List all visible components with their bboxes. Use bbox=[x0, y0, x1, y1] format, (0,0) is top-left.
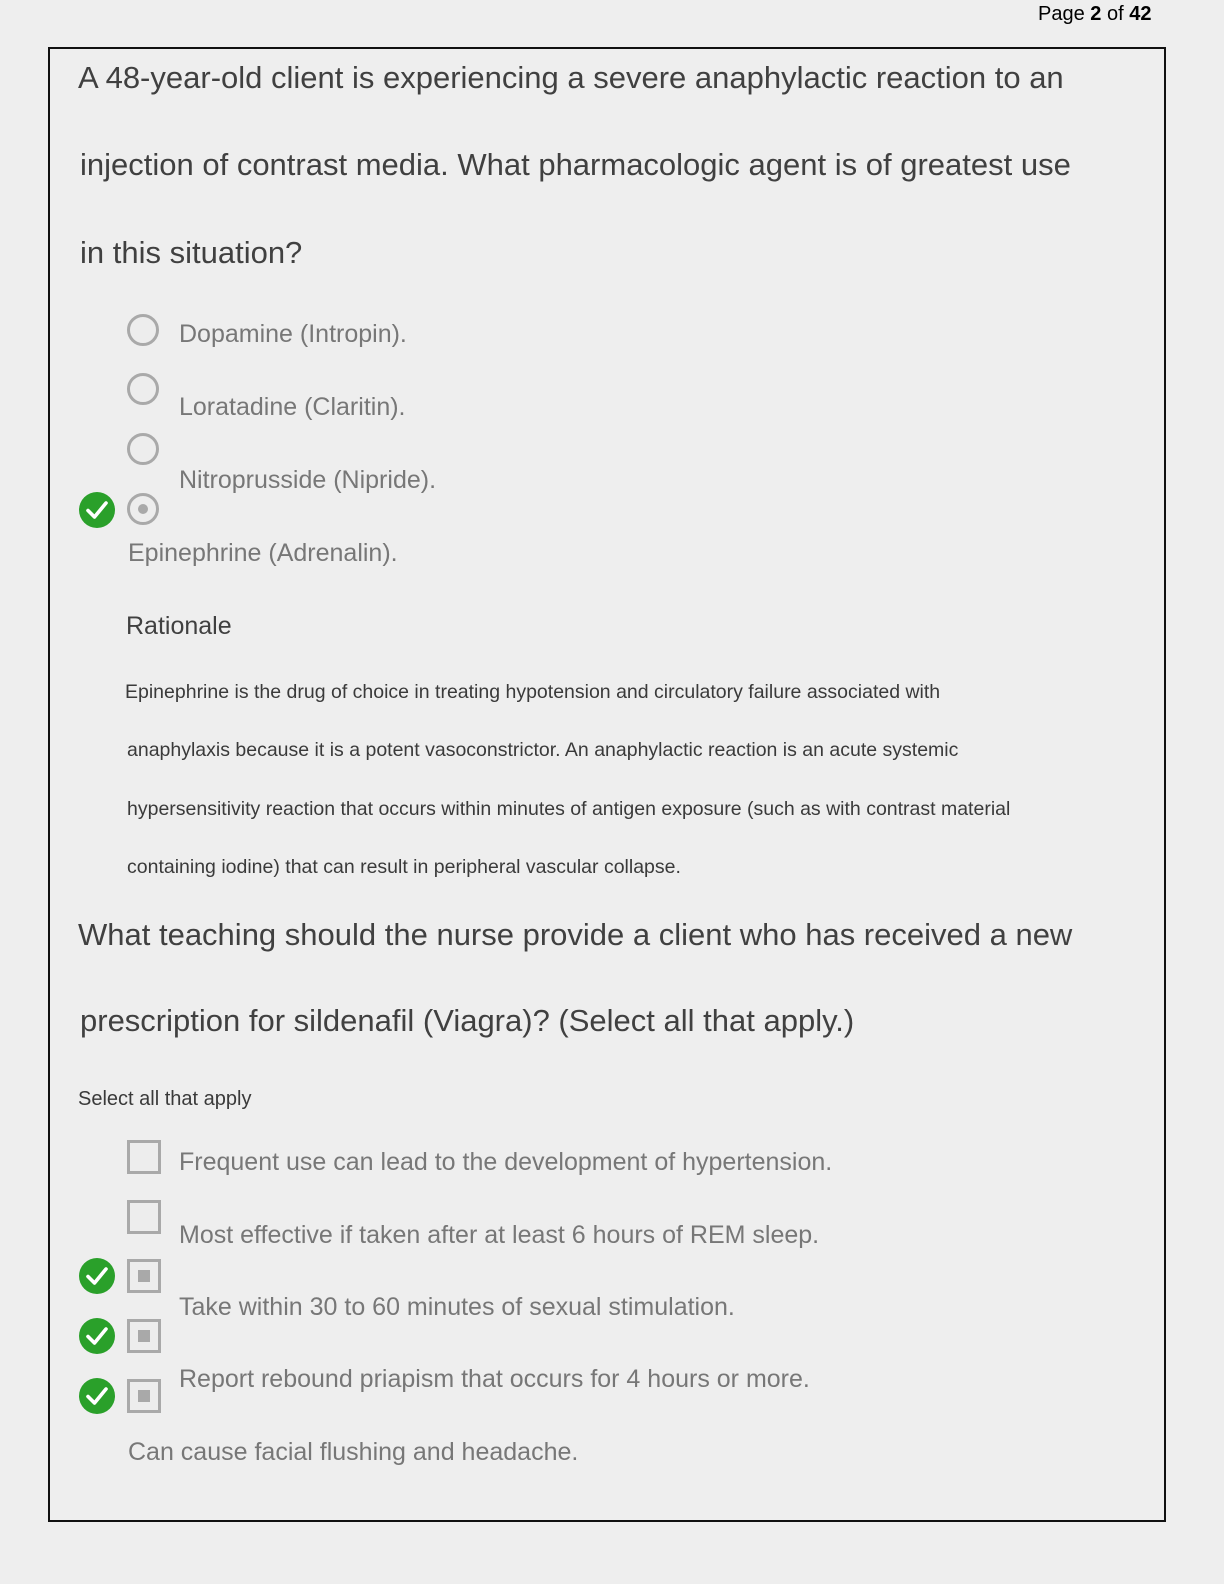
q1-text-line: A 48-year-old client is experiencing a severe anaphylactic reaction to an bbox=[78, 60, 1064, 95]
select-all-instruction: Select all that apply bbox=[78, 1088, 252, 1110]
q1-option-label[interactable]: Dopamine (Intropin). bbox=[179, 320, 407, 348]
correct-check-icon bbox=[78, 1317, 116, 1355]
q1-option-radio[interactable] bbox=[127, 314, 159, 346]
q2-option-label[interactable]: Can cause facial flushing and headache. bbox=[128, 1438, 579, 1466]
q2-option-label[interactable]: Frequent use can lead to the development of hypertension. bbox=[179, 1148, 833, 1176]
q2-text-line: prescription for sildenafil (Viagra)? (Select all that apply.) bbox=[80, 1003, 855, 1038]
current-page: 2 bbox=[1090, 3, 1102, 25]
q1-option-label[interactable]: Nitroprusside (Nipride). bbox=[179, 466, 437, 494]
q1-text-line: injection of contrast media. What pharmacologic agent is of greatest use bbox=[80, 147, 1071, 182]
q1-option-label[interactable]: Loratadine (Claritin). bbox=[179, 393, 406, 421]
q2-option-label[interactable]: Take within 30 to 60 minutes of sexual stimulation. bbox=[179, 1293, 735, 1321]
q1-option-radio[interactable] bbox=[127, 433, 159, 465]
q2-option-label[interactable]: Most effective if taken after at least 6 hours of REM sleep. bbox=[179, 1221, 820, 1249]
q2-option-checkbox[interactable] bbox=[127, 1140, 161, 1174]
correct-check-icon bbox=[78, 1377, 116, 1415]
q1-option-radio-selected[interactable] bbox=[127, 493, 159, 525]
q2-option-checkbox[interactable] bbox=[127, 1200, 161, 1234]
correct-check-icon bbox=[78, 491, 116, 529]
q2-option-checkbox-checked[interactable] bbox=[127, 1259, 161, 1293]
rationale-line: anaphylaxis because it is a potent vasoconstrictor. An anaphylactic reaction is an acute systemic bbox=[127, 739, 959, 761]
q1-option-radio[interactable] bbox=[127, 373, 159, 405]
rationale-title: Rationale bbox=[126, 612, 232, 640]
q2-text-line: What teaching should the nurse provide a client who has received a new bbox=[78, 917, 1073, 952]
q2-option-label[interactable]: Report rebound priapism that occurs for 4 hours or more. bbox=[179, 1365, 810, 1393]
correct-check-icon bbox=[78, 1257, 116, 1295]
q2-option-checkbox-checked[interactable] bbox=[127, 1379, 161, 1413]
of-word: of bbox=[1106, 3, 1124, 25]
page-word: Page bbox=[1038, 3, 1085, 25]
total-pages: 42 bbox=[1129, 3, 1152, 25]
rationale-line: hypersensitivity reaction that occurs within minutes of antigen exposure (such as with contrast material bbox=[127, 798, 1011, 820]
rationale-line: Epinephrine is the drug of choice in treating hypotension and circulatory failure associated with bbox=[125, 681, 941, 703]
q1-text-line: in this situation? bbox=[80, 235, 303, 270]
rationale-line: containing iodine) that can result in peripheral vascular collapse. bbox=[127, 856, 681, 878]
q1-option-label[interactable]: Epinephrine (Adrenalin). bbox=[128, 539, 398, 567]
page-indicator bbox=[1038, 0, 1151, 28]
q2-option-checkbox-checked[interactable] bbox=[127, 1319, 161, 1353]
